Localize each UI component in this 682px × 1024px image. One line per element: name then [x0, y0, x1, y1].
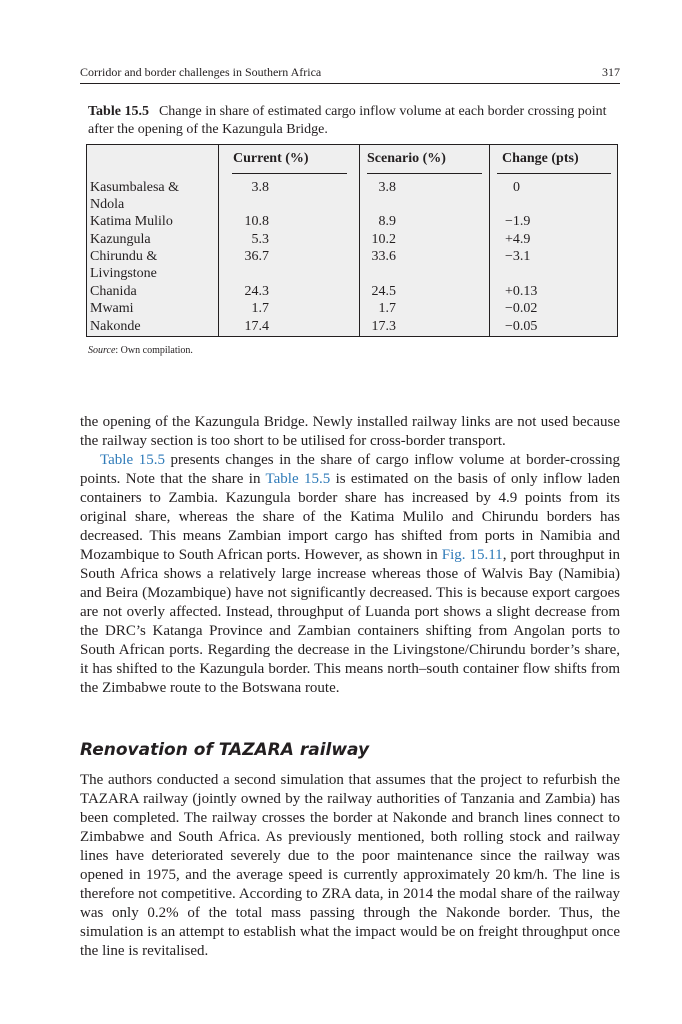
paragraph	[80, 771, 620, 961]
cell-current: 1.7	[251, 301, 269, 316]
paragraph	[80, 413, 620, 451]
page	[80, 0, 620, 1024]
column-divider	[359, 145, 360, 336]
paragraph-run: presents changes in the share of cargo inflow volume at border-crossing points. Note that the share in	[80, 452, 620, 487]
row-label: Livingstone	[90, 266, 157, 281]
column-divider	[218, 145, 219, 336]
source-label: Source	[88, 345, 116, 356]
table-reference-link[interactable]: Table 15.5	[265, 471, 331, 487]
cell-change: +4.9	[505, 232, 531, 247]
cell-current: 3.8	[251, 180, 269, 195]
paragraph-text: the opening of the Kazungula Bridge. Newly installed railway links are not used because the railway section is too short to be utilised for cross-border transport.	[80, 414, 620, 449]
row-label: Kasumbalesa &	[90, 180, 180, 195]
cell-change: −0.02	[505, 301, 538, 316]
cell-scenario: 33.6	[371, 249, 396, 264]
running-head	[80, 63, 620, 84]
cell-current: 24.3	[244, 284, 269, 299]
cell-scenario: 3.8	[378, 180, 396, 195]
table-source	[88, 345, 193, 356]
paragraph	[80, 451, 620, 698]
cell-current: 36.7	[244, 249, 269, 264]
cell-change: 0	[513, 180, 520, 195]
cell-scenario: 24.5	[371, 284, 396, 299]
cell-current: 5.3	[251, 232, 269, 247]
header-rule	[232, 173, 347, 174]
table-reference-link[interactable]: Table 15.5	[100, 452, 165, 468]
header-rule	[497, 173, 611, 174]
column-divider	[489, 145, 490, 336]
cell-scenario: 8.9	[378, 214, 396, 229]
figure-reference-link[interactable]: Fig. 15.11	[441, 547, 503, 563]
row-label: Ndola	[90, 197, 125, 212]
table-caption-text: Change in share of estimated cargo inflow volume at each border crossing point after the opening of the Kazungula Bridge.	[88, 104, 607, 137]
column-header-scenario: Scenario (%)	[367, 151, 446, 166]
source-text: : Own compilation.	[115, 345, 193, 356]
table-caption	[88, 103, 618, 139]
row-label: Kazungula	[90, 232, 151, 247]
header-rule	[367, 173, 482, 174]
row-label: Katima Mulilo	[90, 214, 173, 229]
row-label: Mwami	[90, 301, 134, 316]
cell-change: −1.9	[505, 214, 531, 229]
cell-change: −0.05	[505, 319, 538, 334]
section-heading: Renovation of TAZARA railway	[80, 740, 370, 760]
paragraph-text	[80, 451, 620, 698]
table-label: Table 15.5	[88, 104, 149, 119]
column-header-current: Current (%)	[233, 151, 309, 166]
cell-current: 10.8	[244, 214, 269, 229]
row-label: Chirundu &	[90, 249, 158, 264]
paragraph-run: , port throughput in South Africa shows a relatively large increase whereas those of Walvis Bay (Namibia) and Beira (Mozambique) have not significantly decreased. This is because export cargoes are not overly affected. Instead, throughput of Luanda port shows a slight decrease from the DRC’s Katanga Province and Zambian containers shifting from Angolan ports to South African ports. Regarding the decrease in the Livingstone/Chirundu border’s share, it has shifted to the Kazungula border. This means north–south container flow shifts from the Zimbabwe route to the Botswana route.	[80, 547, 621, 696]
paragraph-text: The authors conducted a second simulation that assumes that the project to refurbish the TAZARA railway (jointly owned by the railway authorities of Tanzania and Zambia) has been completed. The railway crosses the border at Nakonde and branch lines connect to Zimbabwe and South Africa. As previously mentioned, both rolling stock and railway lines have deteriorated severely due to the poor maintenance since the railway was opened in 1975, and the average speed is currently approximately 20 km/h. The line is therefore not competitive. According to ZRA data, in 2014 the modal share of the railway was only 0.2% of the total mass passing through the Nakonde border. Thus, the simulation is an attempt to establish what the impact would be on freight throughput once the line is revitalised.	[80, 772, 620, 959]
cell-change: −3.1	[505, 249, 531, 264]
cell-scenario: 10.2	[371, 232, 396, 247]
row-label: Nakonde	[90, 319, 141, 334]
cell-scenario: 1.7	[378, 301, 396, 316]
running-head-title: Corridor and border challenges in Southern Africa	[80, 65, 322, 79]
cell-change: +0.13	[505, 284, 538, 299]
cell-scenario: 17.3	[371, 319, 396, 334]
page-number: 317	[602, 65, 620, 79]
row-label: Chanida	[90, 284, 137, 299]
paragraph-run: is estimated on the basis of only inflow laden containers to Zambia. Kazungula border share has increased by 4.9 points from its original share, whereas the share of the Katima Mulilo and Chirundu borders has decreased. This means Zambian import cargo has shifted from ports in Namibia and Mozambique to South African ports. However, as shown in	[80, 471, 620, 563]
column-header-change: Change (pts)	[502, 151, 579, 166]
data-table	[86, 144, 618, 337]
cell-current: 17.4	[244, 319, 269, 334]
